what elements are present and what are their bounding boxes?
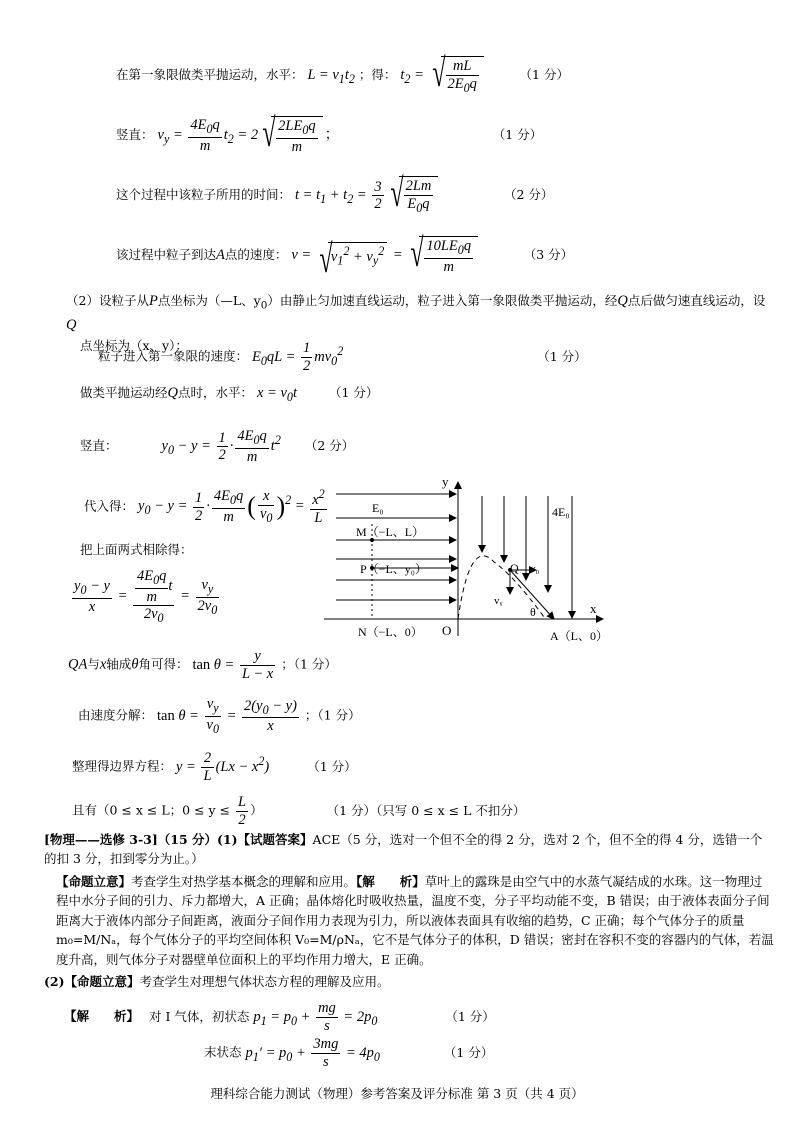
eq-entry-speed: 粒子进入第一象限的速度： $E_0qL$ = $\frac{1}{2}$ $mv_0^2$ （1 分） — [98, 340, 587, 374]
score-l3: （2 分） — [503, 187, 554, 203]
score-l4: （3 分） — [523, 247, 574, 263]
field-down-label: 4E₀ — [552, 505, 570, 519]
point-A-label: A（L、0） — [550, 629, 608, 643]
point-Q-label: Q — [510, 561, 519, 575]
score-l1: （1 分） — [519, 67, 569, 83]
point-M-label: M（−L、L） — [356, 525, 425, 539]
eq-initial-state: 【解 析】 对 I 气体，初状态 $p_1 = p_0$ + $\frac{mg}{s}$ = $2p_0$ （1 分） — [64, 1000, 495, 1034]
eq-vertical-velocity — [116, 116, 542, 155]
point-P-label: P（−L、y₀） — [360, 562, 427, 576]
section-33-answer: [物理——选修 3-3]（15 分）(1)【试题答案】ACE（5 分，选对一个但不全的得 2 分，选对 2 个，但不全的得 4 分，选错一个的扣 3 分，扣到零分为止。） — [44, 832, 763, 867]
vy-label: vᵧ — [494, 595, 503, 607]
theta-label: θ — [530, 605, 536, 619]
eq-vertical-q: 竖直： $y_0 - y$ = $\frac{1}{2}$ · $\frac{4E_0q}{m}$ $t^2$ （2 分） — [80, 428, 355, 465]
field-arrows-left — [336, 494, 456, 600]
origin-label: O — [442, 623, 452, 638]
text-l1: 在第一象限做类平抛运动，水平： — [116, 67, 304, 83]
score-l2: （1 分） — [492, 127, 543, 143]
text-l4b: 点的速度： — [224, 247, 288, 263]
field-left-label: E₀ — [372, 501, 384, 515]
text-divide: 把上面两式相除得： — [80, 542, 193, 557]
text-l4: 该过程中粒子到达 — [116, 247, 217, 263]
eq-ratio: $\frac{y_0 - y}{x}$ = $\frac{4E_0q}{m}$ t $2v_0$ = $\frac{v_y}{2v_0}$ — [74, 568, 218, 626]
text-l2: 竖直： — [116, 127, 154, 143]
point-N-label: N（−L、0） — [358, 625, 423, 639]
page-footer: 理科综合能力测试（物理）参考答案及评分标准 第 3 页（共 4 页） — [210, 1086, 584, 1101]
part2-intro: （2）设粒子从P点坐标为（—L、$y_0$）由静止匀加速直线运动，粒子进入第一象限做类平抛运动，经Q点后做匀速直线运动，设Q 点坐标为（x、y）： — [66, 293, 766, 354]
formula-l4: v = √ $v_1^2 + v_y^2$ = √ $\frac{10LE_0q}{m}$ — [291, 247, 483, 263]
eq-speed-at-A: 该过程中粒子到达A点的速度： v = √ $v_1^2 + v_y^2$ = √ $\frac{10LE_0q}{m}$ （3 分） — [116, 236, 573, 275]
text-l3: 这个过程中该粒子所用的时间： — [116, 187, 292, 203]
eq-final-state: 末状态 $p_1' = p_0$ + $\frac{3mg}{s}$ = $4p_0$ （1 分） — [204, 1036, 494, 1070]
eq-boundary: 整理得边界方程： y = $\frac{2}{L}$ $(Lx - x^2)$ （1 分） — [72, 750, 357, 784]
eq-tan-theta-1: QA与x轴成θ角可得： tan θ = $\frac{y}{L - x}$ ；（1 分） — [68, 648, 337, 682]
formula-l1a: $L = v_1t_2$ — [307, 67, 355, 86]
formula-l3: $t = t_1 + t_2$ = $\frac{3}{2}$ √ $\frac{2Lm}{E_0q}$ — [295, 187, 444, 203]
text-l1-mid: ；得： — [358, 67, 397, 83]
y-axis-label: y — [442, 476, 449, 489]
section-33-analysis: 【命题立意】考查学生对热学基本概念的理解和应用。【解 析】草叶上的露珠是由空气中的水蒸气凝结成的水珠。这一物理过程中水分子间的引力、斥力都增大，A 正确；晶体熔化时吸收热量，温度不变，分子平均动能不变，B 错误；由于液体表面分子间距离大于液体内部分子间距离，液面分子间作用力表现为引力，所以液体表面具有收缩的趋势，C 正确；每个气体分子的质量 m₀=M/Nₐ，每个气体分子的平均空间体积 V₀=M/ρNₐ，它不是气体分子的体积，D 错误；密封在容积不变的容器内的气体，若温度升高，则气体分子对器壁单位面积上的平均作用力增大，E 正确。 — [56, 874, 774, 967]
x-axis-label: x — [590, 601, 597, 616]
eq-tan-theta-2: 由速度分解： tan θ = $\frac{v_y}{v_0}$ = $\frac{2(y_0 - y)}{x}$ ；（1 分） — [78, 696, 361, 736]
formula-l1b: $t_2$ = √ $\frac{mL}{2E_0q}$ — [400, 67, 489, 83]
section-33-part2: (2)【命题立意】考查学生对理想气体状态方程的理解及应用。 — [44, 974, 390, 989]
eq-horizontal-motion — [116, 56, 569, 95]
eq-range: 且有（0 ≤ x ≤ L；0 ≤ y ≤ $\frac{L}{2}$ ） （1 分）（只写 0 ≤ x ≤ L 不扣分） — [72, 794, 526, 828]
v0-label: v₀ — [530, 563, 540, 575]
formula-l2: $v_y$ = $\frac{4E_0q}{m}$ $t_2 = 2$ √ $\frac{2LE_0q}{m}$ ； — [158, 127, 343, 143]
eq-substitute: 代入得： $y_0 - y$ = $\frac{1}{2}$ · $\frac{4E_0q}{m}$ ( $\frac{x}{v_0}$ )$^2$ = $\frac{x^2}{L}$ — [84, 487, 325, 526]
eq-total-time — [116, 176, 553, 215]
physics-diagram — [318, 476, 618, 646]
eq-horizontal-q: 做类平抛运动经Q点时，水平： $x = v_0t$ （1 分） — [80, 385, 379, 404]
